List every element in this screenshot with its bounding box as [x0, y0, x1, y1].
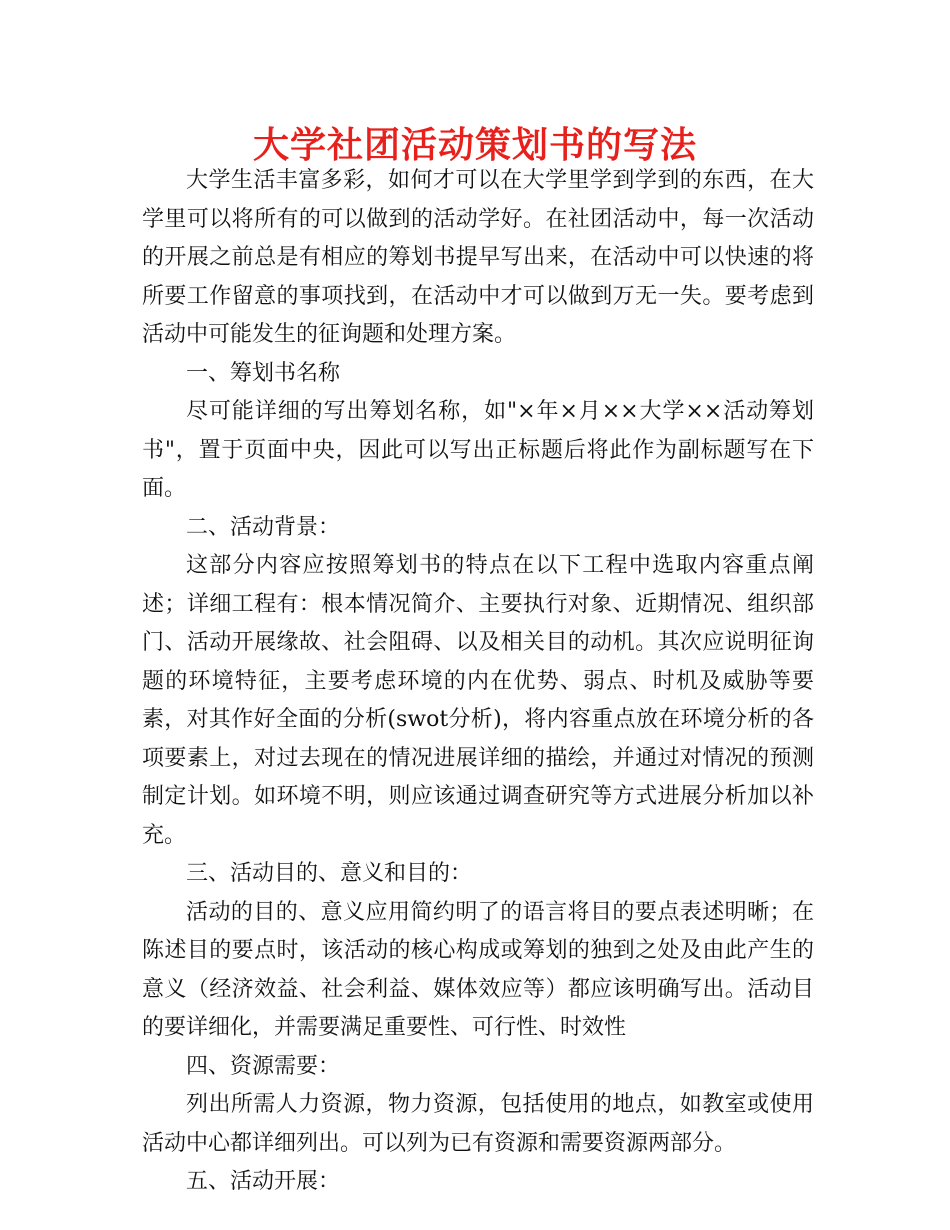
document-body [142, 162, 814, 1202]
section-heading-resources: 四、资源需要： [186, 1053, 341, 1079]
section-paragraph-purpose: 活动的目的、意义应用简约明了的语言将目的要点表述明晰；在陈述目的要点时，该活动的核心构成或筹划的独到之处及由此产生的意义（经济效益、社会利益、媒体效应等）都应该明确写出。活动目的要详细化，并需要满足重要性、可行性、时效性 [142, 899, 814, 1040]
document-title: 大学社团活动策划书的写法 [252, 125, 697, 166]
section-paragraph-name: 尽可能详细的写出筹划名称，如"×年×月××大学××活动筹划书"，置于页面中央，因此可以写出正标题后将此作为副标题写在下面。 [142, 399, 814, 501]
section-heading-background: 二、活动背景： [186, 514, 341, 540]
section-heading-name: 一、筹划书名称 [186, 360, 341, 386]
section-paragraph-background: 这部分内容应按照筹划书的特点在以下工程中选取内容重点阐述；详细工程有：根本情况简介、主要执行对象、近期情况、组织部门、活动开展缘故、社会阻碍、以及相关目的动机。其次应说明征询题的环境特征，主要考虑环境的内在优势、弱点、时机及威胁等要素，对其作好全面的分析(swot分析)，将内容重点放在环境分析的各项要素上，对过去现在的情况进展详细的描绘，并通过对情况的预测制定计划。如环境不明，则应该通过调查研究等方式进展分析加以补充。 [142, 553, 814, 848]
section-heading-activity: 五、活动开展： [186, 1169, 341, 1194]
section-paragraph-resources: 列出所需人力资源，物力资源，包括使用的地点，如教室或使用活动中心都详细列出。可以列为已有资源和需要资源两部分。 [142, 1092, 814, 1156]
section-heading-purpose: 三、活动目的、意义和目的： [186, 861, 473, 886]
intro-paragraph: 大学生活丰富多彩，如何才可以在大学里学到学到的东西，在大学里可以将所有的可以做到的活动学好。在社团活动中，每一次活动的开展之前总是有相应的筹划书提早写出来，在活动中可以快速的将所要工作留意的事项找到，在活动中才可以做到万无一失。要考虑到活动中可能发生的征询题和处理方案。 [142, 168, 814, 347]
